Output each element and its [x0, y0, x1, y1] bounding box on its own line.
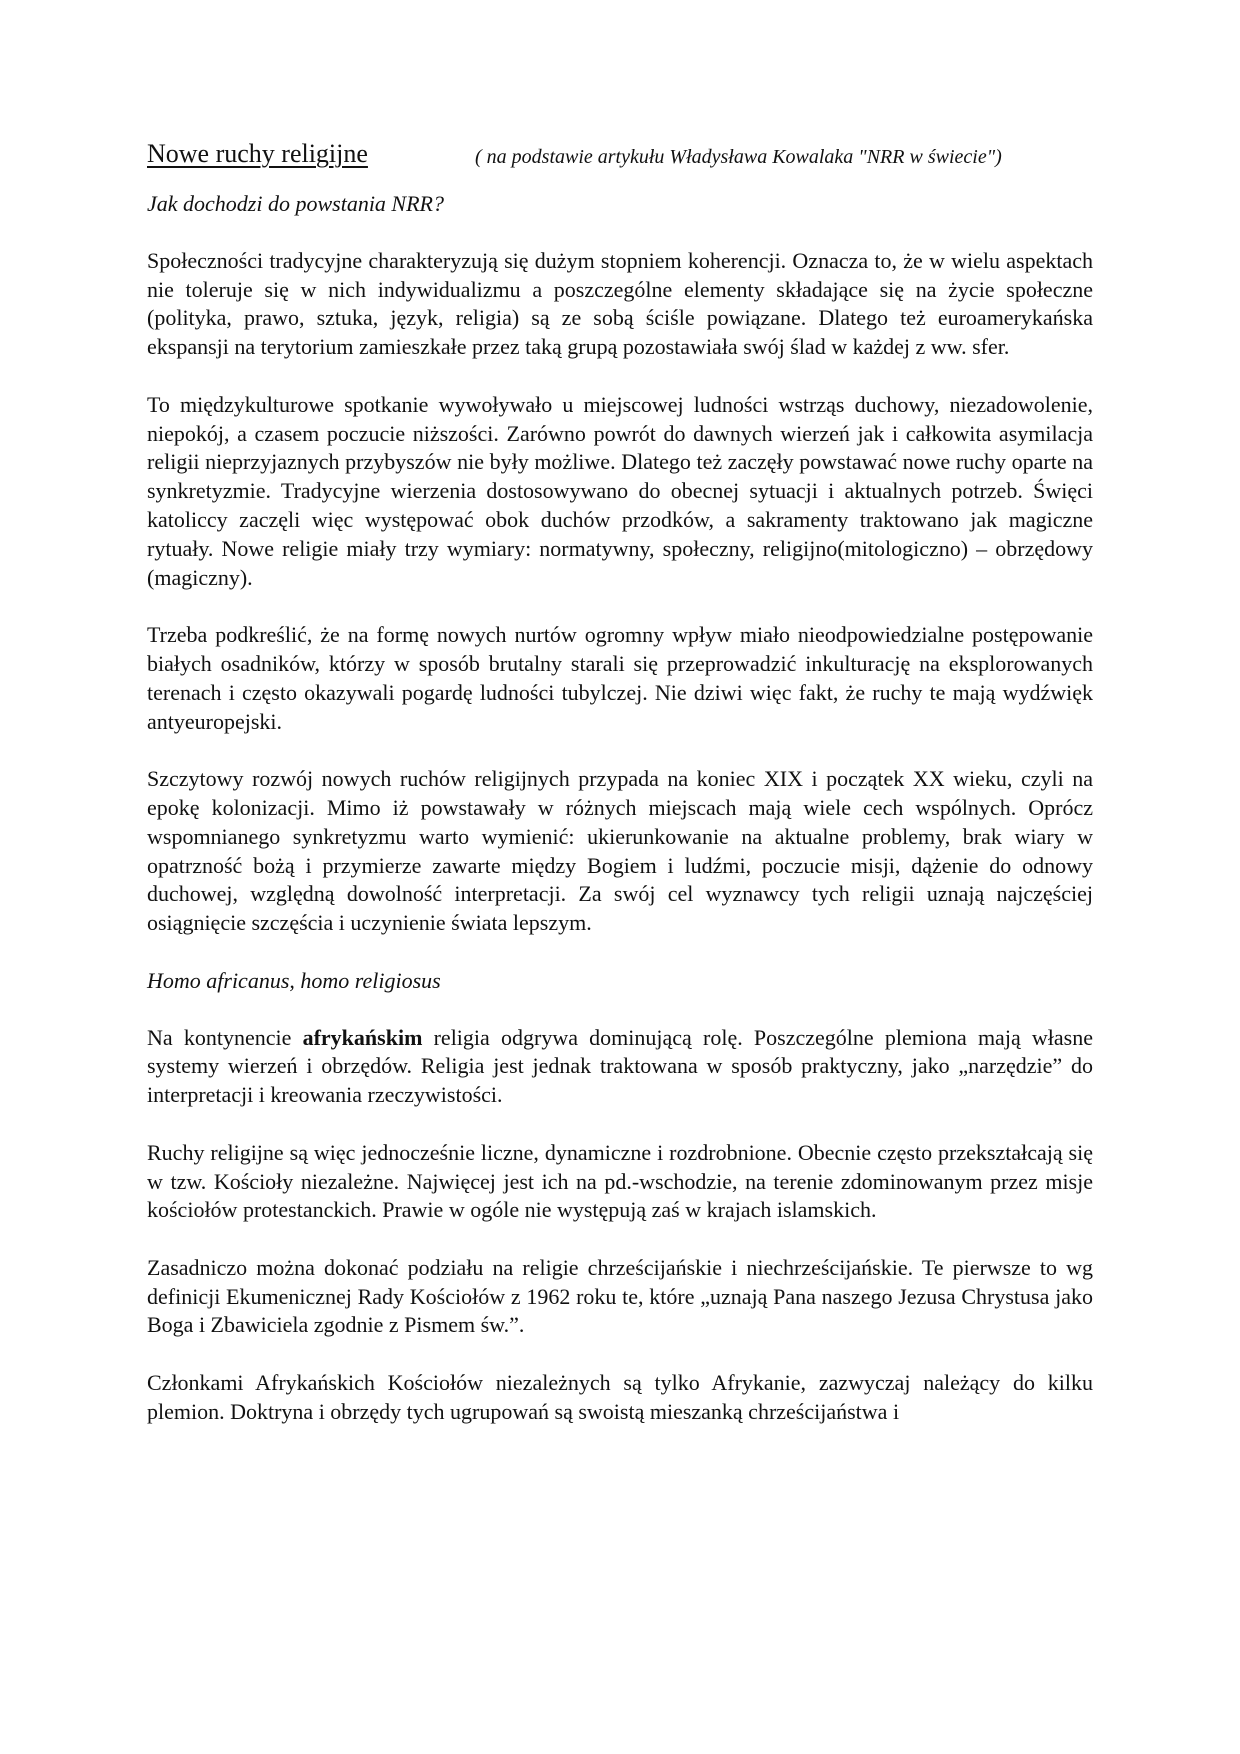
bold-text: afrykańskim [302, 1024, 423, 1050]
title-row [147, 140, 1093, 176]
paragraph: Ruchy religijne są więc jednocześnie liczne, dynamiczne i rozdrobnione. Obecnie często przekształcają się w tzw. Kościoły niezależne. Najwięcej jest ich na pd.-wschodzie, na terenie zdominowanym przez misje kościołów protestanckich. Prawie w ogóle nie występują zaś w krajach islamskich. [147, 1139, 1093, 1223]
document-page [147, 140, 1093, 1455]
paragraph: Społeczności tradycyjne charakteryzują się dużym stopniem koherencji. Oznacza to, że w wielu aspektach nie toleruje się w nich indywidualizmu a poszczególne elementy składające się na życie społeczne (polityka, prawo, sztuka, język, religia) są ze sobą ściśle powiązane. Dlatego też euroamerykańska ekspansji na terytorium zamieszkałe przez taką grupą pozostawiała swój ślad w każdej z ww. sfer. [147, 247, 1093, 360]
text: Na kontynencie [147, 1024, 303, 1050]
paragraph-africa [147, 1024, 1093, 1110]
paragraph: To międzykulturowe spotkanie wywoływało u miejscowej ludności wstrząs duchowy, niezadowolenie, niepokój, a czasem poczucie niższości. Zarówno powrót do dawnych wierzeń jak i całkowita asymilacja religii nieprzyjaznych przybyszów nie były możliwe. Dlatego też zaczęły powstawać nowe ruchy oparte na synkretyzmie. Tradycyjne wierzenia dostosowywano do obecnej sytuacji i aktualnych potrzeb. Święci katoliccy zaczęli więc występować obok duchów przodków, a sakramenty traktowano jak magiczne rytuały. Nowe religie miały trzy wymiary: normatywny, społeczny, religijno(mitologiczno) – obrzędowy (magiczny). [147, 391, 1093, 590]
section-heading-homo-africanus: Homo africanus, homo religiosus [147, 967, 441, 993]
section-heading-origin: Jak dochodzi do powstania NRR? [147, 191, 444, 216]
paragraph: Członkami Afrykańskich Kościołów niezależnych są tylko Afrykanie, zazwyczaj należący do kilku plemion. Doktryna i obrzędy tych ugrupowań są swoistą mieszanką chrześcijaństwa i [147, 1370, 1093, 1424]
paragraph: Trzeba podkreślić, że na formę nowych nurtów ogromny wpływ miało nieodpowiedzialne postępowanie białych osadników, którzy w sposób brutalny starali się przeprowadzić inkulturację na eksplorowanych terenach i często okazywali pogardę ludności tubylczej. Nie dziwi więc fakt, że ruchy te mają wydźwięk antyeuropejski. [147, 622, 1093, 734]
paragraph: Szczytowy rozwój nowych ruchów religijnych przypada na koniec XIX i początek XX wieku, czyli na epokę kolonizacji. Mimo iż powstawały w różnych miejscach mają wiele cech wspólnych. Oprócz wspomnianego synkretyzmu warto wymienić: ukierunkowanie na aktualne problemy, brak wiary w opatrzność bożą i przymierze zawarte między Bogiem i ludźmi, poczucie misji, dążenie do odnowy duchowej, względną dowolność interpretacji. Za swój cel wyznawcy tych religii uznają najczęściej osiągnięcie szczęścia i uczynienie świata lepszym. [147, 766, 1093, 936]
paragraph: Zasadniczo można dokonać podziału na religie chrześcijańskie i niechrześcijańskie. Te pierwsze to wg definicji Ekumenicznej Rady Kościołów z 1962 roku te, które „uznają Pana naszego Jezusa Chrystusa jako Boga i Zbawiciela zgodnie z Pismem św.”. [147, 1254, 1093, 1338]
document-title: Nowe ruchy religijne [147, 139, 368, 168]
text: religia odgrywa dominującą rolę. Poszczególne plemiona mają własne systemy wierzeń i obrzędów. Religia jest jednak traktowana w sposób praktyczny, jako „narzędzie” do interpretacji i kreowania rzeczywistości. [147, 1024, 1094, 1108]
document-subtitle: ( na podstawie artykułu Władysława Kowalaka "NRR w świecie") [475, 146, 1002, 168]
